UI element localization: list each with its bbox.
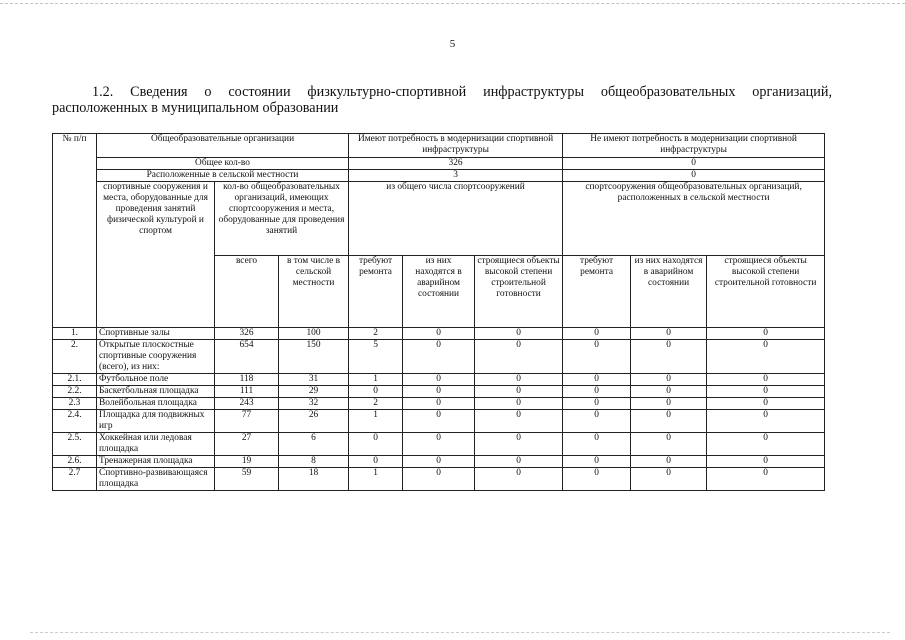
row-emergency-2: 0 — [631, 374, 707, 386]
row-num: 2.4. — [53, 410, 97, 433]
sub-repair: требуют ремонта — [349, 256, 403, 328]
row-repair: 0 — [349, 386, 403, 398]
row-emergency-2: 0 — [631, 398, 707, 410]
row-construction-2: 0 — [707, 386, 825, 398]
rural-facilities-label: спортсооружения общеобразовательных организаций, расположенных в сельской местности — [563, 182, 825, 256]
row-name: Баскетбольная площадка — [97, 386, 215, 398]
row-rural: 31 — [279, 374, 349, 386]
row-emergency: 0 — [403, 386, 475, 398]
rural-label: Расположенные в сельской местности — [97, 170, 349, 182]
row-rural: 6 — [279, 433, 349, 456]
row-total: 326 — [215, 328, 279, 340]
row-construction: 0 — [475, 456, 563, 468]
row-repair: 1 — [349, 410, 403, 433]
row-repair: 5 — [349, 340, 403, 374]
row-construction: 0 — [475, 410, 563, 433]
total-label: Общее кол-во — [97, 158, 349, 170]
table-row — [53, 468, 825, 491]
row-name: Спортивно-развивающаяся площадка — [97, 468, 215, 491]
table-row — [53, 456, 825, 468]
row-repair: 1 — [349, 468, 403, 491]
sub-construction: строящиеся объекты высокой степени строительной готовности — [475, 256, 563, 328]
header-need: Имеют потребность в модернизации спортивной инфраструктуры — [349, 134, 563, 158]
row-total: 118 — [215, 374, 279, 386]
row-name: Хоккейная или ледовая площадка — [97, 433, 215, 456]
row-rural: 26 — [279, 410, 349, 433]
table-row — [53, 410, 825, 433]
row-total: 243 — [215, 398, 279, 410]
row-emergency: 0 — [403, 468, 475, 491]
row-total: 111 — [215, 386, 279, 398]
row-rural: 150 — [279, 340, 349, 374]
row-rural: 8 — [279, 456, 349, 468]
header-row-1 — [53, 134, 825, 158]
header-row-3 — [53, 182, 825, 256]
row-emergency: 0 — [403, 398, 475, 410]
sub-rural: в том числе в сельской местности — [279, 256, 349, 328]
row-emergency-2: 0 — [631, 468, 707, 491]
row-num: 2. — [53, 340, 97, 374]
row-repair: 0 — [349, 433, 403, 456]
row-repair: 2 — [349, 398, 403, 410]
sub-repair-2: требуют ремонта — [563, 256, 631, 328]
table-row — [53, 374, 825, 386]
of-total-label: из общего числа спортсооружений — [349, 182, 563, 256]
row-construction-2: 0 — [707, 410, 825, 433]
table-row — [53, 433, 825, 456]
row-rural: 18 — [279, 468, 349, 491]
total-need: 326 — [349, 158, 563, 170]
row-name: Открытые плоскостные спортивные сооружения (всего), из них: — [97, 340, 215, 374]
row-construction: 0 — [475, 386, 563, 398]
row-construction: 0 — [475, 374, 563, 386]
row-emergency-2: 0 — [631, 328, 707, 340]
header-num: № п/п — [53, 134, 97, 328]
row-emergency-2: 0 — [631, 340, 707, 374]
row-total: 19 — [215, 456, 279, 468]
row-repair-2: 0 — [563, 328, 631, 340]
scan-artifact-bottom — [30, 632, 890, 633]
row-emergency: 0 — [403, 340, 475, 374]
row-name: Площадка для подвижных игр — [97, 410, 215, 433]
row-total: 77 — [215, 410, 279, 433]
rural-noneed: 0 — [563, 170, 825, 182]
row-construction-2: 0 — [707, 456, 825, 468]
row-construction-2: 0 — [707, 340, 825, 374]
row-construction: 0 — [475, 468, 563, 491]
row-construction: 0 — [475, 340, 563, 374]
scan-artifact-top — [0, 3, 905, 4]
table-row — [53, 398, 825, 410]
row-name: Волейбольная площадка — [97, 398, 215, 410]
row-repair-2: 0 — [563, 374, 631, 386]
row-total: 654 — [215, 340, 279, 374]
row-num: 2.2. — [53, 386, 97, 398]
row-repair-2: 0 — [563, 468, 631, 491]
sub-total: всего — [215, 256, 279, 328]
row-construction-2: 0 — [707, 328, 825, 340]
row-rural: 32 — [279, 398, 349, 410]
row-construction-2: 0 — [707, 468, 825, 491]
row-name: Тренажерная площадка — [97, 456, 215, 468]
row-construction-2: 0 — [707, 433, 825, 456]
row-repair-2: 0 — [563, 410, 631, 433]
row-emergency: 0 — [403, 433, 475, 456]
row-emergency-2: 0 — [631, 410, 707, 433]
section-heading: 1.2. Сведения о состоянии физкультурно-спортивной инфраструктуры общеобразовательных организаций, расположенных в муниципальном образовании — [52, 84, 832, 116]
row-emergency: 0 — [403, 410, 475, 433]
sub-emergency-2: из них находятся в аварийном состоянии — [631, 256, 707, 328]
row-emergency-2: 0 — [631, 386, 707, 398]
row-emergency-2: 0 — [631, 433, 707, 456]
row-emergency: 0 — [403, 374, 475, 386]
row-repair: 1 — [349, 374, 403, 386]
row-name: Футбольное поле — [97, 374, 215, 386]
row-total: 59 — [215, 468, 279, 491]
row-repair: 0 — [349, 456, 403, 468]
row-repair-2: 0 — [563, 398, 631, 410]
sub-emergency: из них находятся в аварийном состоянии — [403, 256, 475, 328]
row-emergency-2: 0 — [631, 456, 707, 468]
header-row-total — [53, 158, 825, 170]
row-num: 2.3 — [53, 398, 97, 410]
row-repair-2: 0 — [563, 433, 631, 456]
count-label: кол-во общеобразовательных организаций, имеющих спортсооружения и места, оборудованные для проведения занятий — [215, 182, 349, 256]
row-emergency: 0 — [403, 456, 475, 468]
row-repair: 2 — [349, 328, 403, 340]
header-orgs: Общеобразовательные организации — [97, 134, 349, 158]
row-name: Спортивные залы — [97, 328, 215, 340]
row-repair-2: 0 — [563, 456, 631, 468]
row-repair-2: 0 — [563, 386, 631, 398]
row-num: 1. — [53, 328, 97, 340]
page-number: 5 — [449, 38, 456, 50]
row-num: 2.6. — [53, 456, 97, 468]
row-construction-2: 0 — [707, 398, 825, 410]
row-rural: 100 — [279, 328, 349, 340]
row-construction-2: 0 — [707, 374, 825, 386]
header-row-rural — [53, 170, 825, 182]
row-rural: 29 — [279, 386, 349, 398]
infrastructure-table — [52, 133, 825, 491]
table-row — [53, 328, 825, 340]
row-num: 2.1. — [53, 374, 97, 386]
row-total: 27 — [215, 433, 279, 456]
row-num: 2.5. — [53, 433, 97, 456]
rural-need: 3 — [349, 170, 563, 182]
row-emergency: 0 — [403, 328, 475, 340]
facilities-label: спортивные сооружения и места, оборудованные для проведения занятий физической культурой и спортом — [97, 182, 215, 328]
row-construction: 0 — [475, 433, 563, 456]
header-noneed: Не имеют потребность в модернизации спортивной инфраструктуры — [563, 134, 825, 158]
row-num: 2.7 — [53, 468, 97, 491]
table-row — [53, 386, 825, 398]
row-construction: 0 — [475, 328, 563, 340]
sub-construction-2: строящиеся объекты высокой степени строительной готовности — [707, 256, 825, 328]
table-row — [53, 340, 825, 374]
row-repair-2: 0 — [563, 340, 631, 374]
total-noneed: 0 — [563, 158, 825, 170]
row-construction: 0 — [475, 398, 563, 410]
